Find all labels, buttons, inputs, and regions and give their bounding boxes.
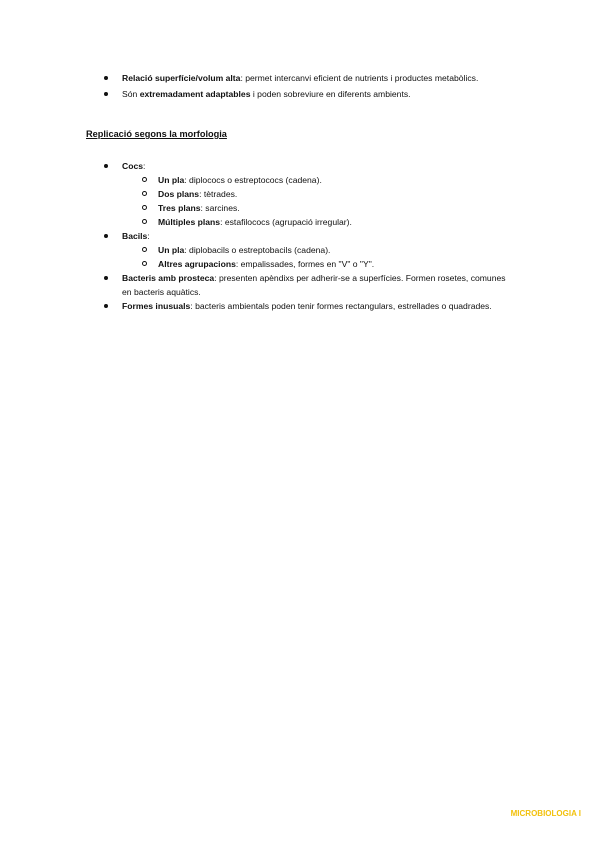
item-bold: extremadament adaptables	[139, 89, 251, 99]
bullet-icon	[104, 76, 108, 80]
item-text: : bacteris ambientals poden tenir formes rectangulars, estrellades o quadrades.	[190, 301, 492, 311]
item-text: : permet intercanvi eficient de nutrients i productes metabòlics.	[240, 73, 479, 83]
list-item-inusuals	[0, 299, 599, 313]
item-bold: Relació superfície/volum alta	[122, 73, 241, 83]
item-bold: Bacils	[122, 231, 148, 241]
subitem-text: : diplococs o estreptococs (cadena).	[184, 175, 322, 185]
subitem-bold: Altres agrupacions	[158, 259, 236, 269]
subitem-bold: Dos plans	[158, 189, 200, 199]
sublist-item	[122, 187, 513, 201]
bullet-icon	[104, 164, 108, 168]
list-item-cocs	[0, 159, 599, 229]
morphology-list	[0, 159, 599, 313]
item-text: : presenten apèndixs per adherir-se a superfícies. Formen rosetes, comunes en bacteris aquàtics.	[122, 273, 506, 297]
bullet-icon	[104, 276, 108, 280]
subitem-bold: Un pla	[158, 175, 185, 185]
subitem-text: : diplobacils o estreptobacils (cadena).	[184, 245, 331, 255]
circle-bullet-icon	[142, 191, 147, 196]
subitem-text: : estafilococs (agrupació irregular).	[220, 217, 352, 227]
sublist-item	[122, 215, 513, 229]
circle-bullet-icon	[142, 177, 147, 182]
item-bold: Cocs	[122, 161, 144, 171]
subitem-bold: Tres plans	[158, 203, 201, 213]
subitem-bold: Un pla	[158, 245, 185, 255]
sublist-item	[122, 243, 513, 257]
item-text: i poden sobreviure en diferents ambients.	[250, 89, 411, 99]
list-item	[0, 71, 599, 85]
subitem-text: : empalissades, formes en "V" o "Y".	[235, 259, 375, 269]
circle-bullet-icon	[142, 205, 147, 210]
bullet-icon	[104, 304, 108, 308]
item-prefix: Són	[122, 89, 140, 99]
sublist-item	[122, 173, 513, 187]
subitem-bold: Múltiples plans	[158, 217, 221, 227]
intro-list	[0, 71, 599, 101]
subitem-text: : tètrades.	[199, 189, 238, 199]
circle-bullet-icon	[142, 247, 147, 252]
bullet-icon	[104, 234, 108, 238]
cocs-sublist	[122, 173, 513, 229]
item-bold: Formes inusuals	[122, 301, 191, 311]
section-heading: Replicació segons la morfologia	[86, 129, 227, 139]
list-item-prosteca	[0, 271, 599, 299]
list-item-bacils	[0, 229, 599, 271]
footer-label: MICROBIOLOGIA I	[510, 809, 581, 818]
bacils-sublist	[122, 243, 513, 271]
circle-bullet-icon	[142, 261, 147, 266]
circle-bullet-icon	[142, 219, 147, 224]
sublist-item	[122, 201, 513, 215]
item-text: :	[147, 231, 150, 241]
list-item	[0, 87, 599, 101]
sublist-item	[122, 257, 513, 271]
item-text: :	[143, 161, 146, 171]
bullet-icon	[104, 92, 108, 96]
subitem-text: : sarcines.	[200, 203, 240, 213]
item-bold: Bacteris amb prosteca	[122, 273, 215, 283]
